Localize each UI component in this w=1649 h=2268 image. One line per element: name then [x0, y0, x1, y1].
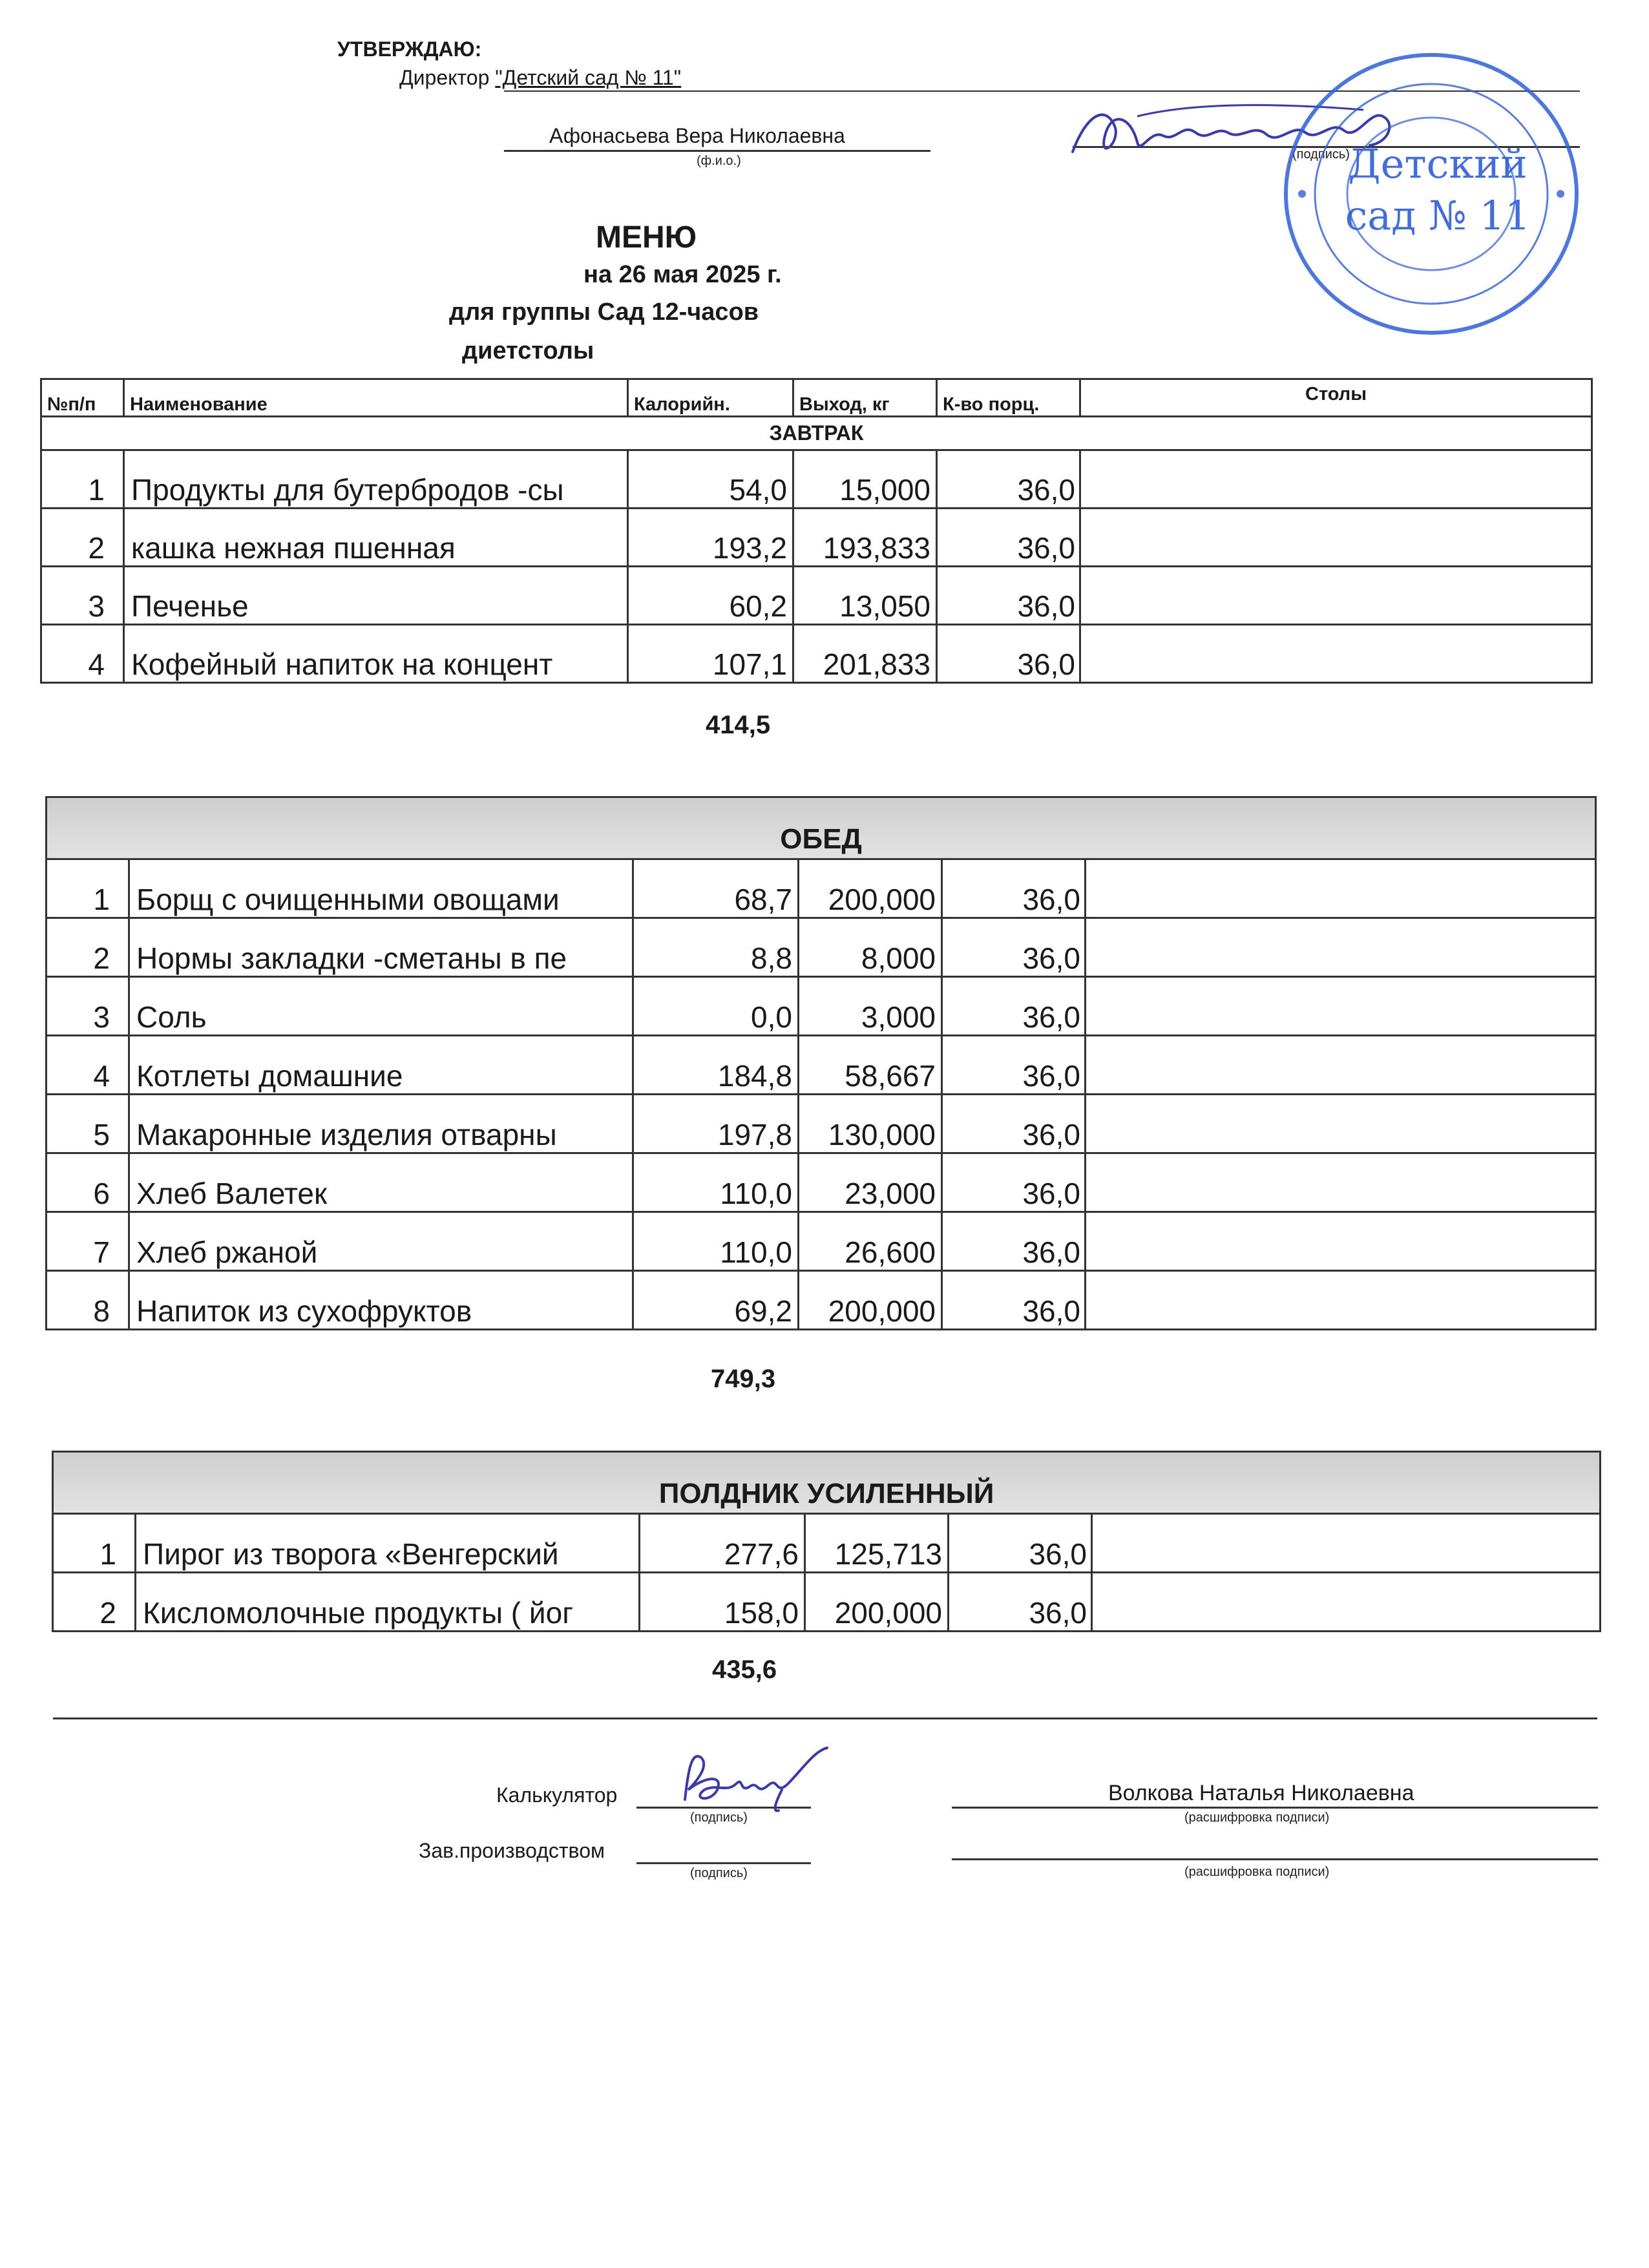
row-portions: 36,0 [942, 1095, 1086, 1153]
row-tables [1080, 567, 1592, 625]
row-name: кашка нежная пшенная [124, 509, 628, 567]
calculator-decode-caption: (расшифровка подписи) [1184, 1811, 1330, 1825]
row-tables [1086, 918, 1596, 977]
row-yield: 200,000 [805, 1573, 949, 1632]
col-num-header: №п/п [41, 379, 124, 417]
row-num: 5 [47, 1095, 129, 1153]
row-portions: 36,0 [949, 1573, 1092, 1632]
row-calories: 54,0 [628, 450, 793, 509]
row-calories: 197,8 [633, 1095, 799, 1153]
footer-divider [53, 1717, 1597, 1719]
lunch-title-row [47, 797, 1596, 859]
manager-decode-caption: (расшифровка подписи) [1184, 1865, 1330, 1879]
row-name: Хлеб ржаной [129, 1212, 633, 1271]
row-tables [1086, 1036, 1596, 1095]
col-calories-header: Калорийн. [628, 379, 793, 417]
row-yield: 130,000 [799, 1095, 942, 1153]
approve-label: УТВЕРЖДАЮ: [337, 37, 482, 61]
col-name-header: Наименование [124, 379, 628, 417]
row-yield: 200,000 [799, 859, 942, 918]
row-portions: 36,0 [942, 859, 1086, 918]
row-num: 4 [41, 625, 124, 683]
calculator-label: Калькулятор [496, 1783, 618, 1807]
menu-diet: диетстолы [462, 337, 594, 364]
row-num: 2 [41, 509, 124, 567]
row-calories: 277,6 [640, 1514, 805, 1573]
menu-date-prefix: на [583, 261, 613, 288]
col-portions-header: К-во порц. [937, 379, 1080, 417]
row-portions: 36,0 [937, 567, 1080, 625]
director-name-underline [504, 150, 930, 152]
row-yield: 200,000 [799, 1271, 942, 1330]
row-num: 4 [47, 1036, 129, 1095]
row-calories: 158,0 [640, 1573, 805, 1632]
manager-signature-underline [636, 1862, 811, 1864]
row-tables [1080, 509, 1592, 567]
row-yield: 125,713 [805, 1514, 949, 1573]
row-tables [1086, 977, 1596, 1036]
row-portions: 36,0 [937, 625, 1080, 683]
menu-group-value: Сад 12-часов [597, 299, 759, 326]
row-yield: 23,000 [799, 1153, 942, 1212]
lunch-total: 749,3 [711, 1365, 776, 1393]
row-tables [1086, 859, 1596, 918]
row-portions: 36,0 [942, 977, 1086, 1036]
row-yield: 15,000 [793, 450, 937, 509]
menu-group-prefix: для группы [449, 299, 591, 326]
row-num: 1 [47, 859, 129, 918]
table-row [41, 625, 1592, 683]
row-num: 2 [47, 918, 129, 977]
menu-date [583, 261, 782, 289]
stamp-line1: Детский [1348, 140, 1528, 187]
row-name: Хлеб Валетек [129, 1153, 633, 1212]
table-row [47, 1095, 1596, 1153]
row-yield: 8,000 [799, 918, 942, 977]
row-name: Пирог из творога «Венгерский [136, 1514, 640, 1573]
row-calories: 184,8 [633, 1036, 799, 1095]
row-name: Кисломолочные продукты ( йог [136, 1573, 640, 1632]
row-calories: 107,1 [628, 625, 793, 683]
manager-name-underline [952, 1858, 1598, 1860]
row-yield: 13,050 [793, 567, 937, 625]
row-portions: 36,0 [942, 1153, 1086, 1212]
row-tables [1080, 450, 1592, 509]
row-tables [1086, 1271, 1596, 1330]
breakfast-table [40, 378, 1593, 684]
row-num: 3 [47, 977, 129, 1036]
snack-title: ПОЛДНИК УСИЛЕННЫЙ [53, 1452, 1601, 1514]
row-tables [1086, 1153, 1596, 1212]
manager-signature-caption: (подпись) [690, 1866, 748, 1880]
breakfast-title-row [41, 417, 1592, 450]
row-calories: 0,0 [633, 977, 799, 1036]
row-portions: 36,0 [942, 1036, 1086, 1095]
snack-total: 435,6 [712, 1655, 777, 1684]
row-portions: 36,0 [937, 450, 1080, 509]
row-calories: 8,8 [633, 918, 799, 977]
row-calories: 69,2 [633, 1271, 799, 1330]
row-yield: 193,833 [793, 509, 937, 567]
row-num: 7 [47, 1212, 129, 1271]
row-portions: 36,0 [937, 509, 1080, 567]
row-calories: 60,2 [628, 567, 793, 625]
director-prefix: Директор [399, 66, 490, 89]
table-row [41, 509, 1592, 567]
row-name: Напиток из сухофруктов [129, 1271, 633, 1330]
table-row [47, 1212, 1596, 1271]
table-row [47, 1271, 1596, 1330]
row-yield: 26,600 [799, 1212, 942, 1271]
table-row [47, 859, 1596, 918]
row-portions: 36,0 [949, 1514, 1092, 1573]
lunch-title: ОБЕД [47, 797, 1596, 859]
calculator-signature-icon [666, 1738, 840, 1816]
director-line [399, 66, 681, 90]
row-name: Соль [129, 977, 633, 1036]
menu-title: МЕНЮ [596, 220, 697, 255]
row-portions: 36,0 [942, 918, 1086, 977]
director-name: Афонасьева Вера Николаевна [549, 124, 845, 147]
stamp-icon [1276, 45, 1586, 342]
row-calories: 110,0 [633, 1212, 799, 1271]
director-org: "Детский сад № 11" [495, 66, 682, 89]
row-tables [1086, 1095, 1596, 1153]
calculator-name: Волкова Наталья Николаевна [1108, 1781, 1414, 1805]
menu-group [449, 299, 759, 326]
table-row [47, 1036, 1596, 1095]
lunch-table [45, 796, 1597, 1330]
row-num: 3 [41, 567, 124, 625]
table-row [41, 567, 1592, 625]
row-name: Печенье [124, 567, 628, 625]
col-tables-header: Столы [1080, 379, 1592, 417]
row-num: 2 [53, 1573, 136, 1632]
row-tables [1080, 625, 1592, 683]
row-yield: 3,000 [799, 977, 942, 1036]
table-row [53, 1514, 1601, 1573]
table-row [47, 918, 1596, 977]
row-calories: 110,0 [633, 1153, 799, 1212]
manager-label: Зав.производством [419, 1839, 605, 1862]
table-row [53, 1573, 1601, 1632]
row-portions: 36,0 [942, 1212, 1086, 1271]
table-row [47, 977, 1596, 1036]
row-name: Кофейный напиток на концент [124, 625, 628, 683]
row-num: 1 [41, 450, 124, 509]
row-name: Котлеты домашние [129, 1036, 633, 1095]
calculator-name-underline [952, 1807, 1598, 1809]
stamp-line2: сад № 11 [1345, 192, 1531, 239]
director-signature-caption: (подпись) [1292, 147, 1350, 162]
breakfast-title: ЗАВТРАК [41, 417, 1592, 450]
row-tables [1092, 1573, 1601, 1632]
row-num: 6 [47, 1153, 129, 1212]
row-name: Борщ с очищенными овощами [129, 859, 633, 918]
menu-date-value: 26 мая 2025 г. [618, 261, 782, 288]
table-row [41, 450, 1592, 509]
row-yield: 201,833 [793, 625, 937, 683]
row-num: 1 [53, 1514, 136, 1573]
table-row [47, 1153, 1596, 1212]
row-name: Нормы закладки -сметаны в пе [129, 918, 633, 977]
row-num: 8 [47, 1271, 129, 1330]
fio-caption: (ф.и.о.) [697, 154, 741, 168]
row-name: Продукты для бутербродов -сы [124, 450, 628, 509]
col-yield-header: Выход, кг [793, 379, 937, 417]
row-tables [1092, 1514, 1601, 1573]
row-portions: 36,0 [942, 1271, 1086, 1330]
row-name: Макаронные изделия отварны [129, 1095, 633, 1153]
breakfast-total: 414,5 [706, 711, 771, 739]
column-header-row [41, 379, 1592, 417]
row-calories: 193,2 [628, 509, 793, 567]
row-tables [1086, 1212, 1596, 1271]
row-calories: 68,7 [633, 859, 799, 918]
calculator-signature-caption: (подпись) [690, 1811, 748, 1825]
row-yield: 58,667 [799, 1036, 942, 1095]
snack-table [52, 1451, 1601, 1632]
snack-title-row [53, 1452, 1601, 1514]
